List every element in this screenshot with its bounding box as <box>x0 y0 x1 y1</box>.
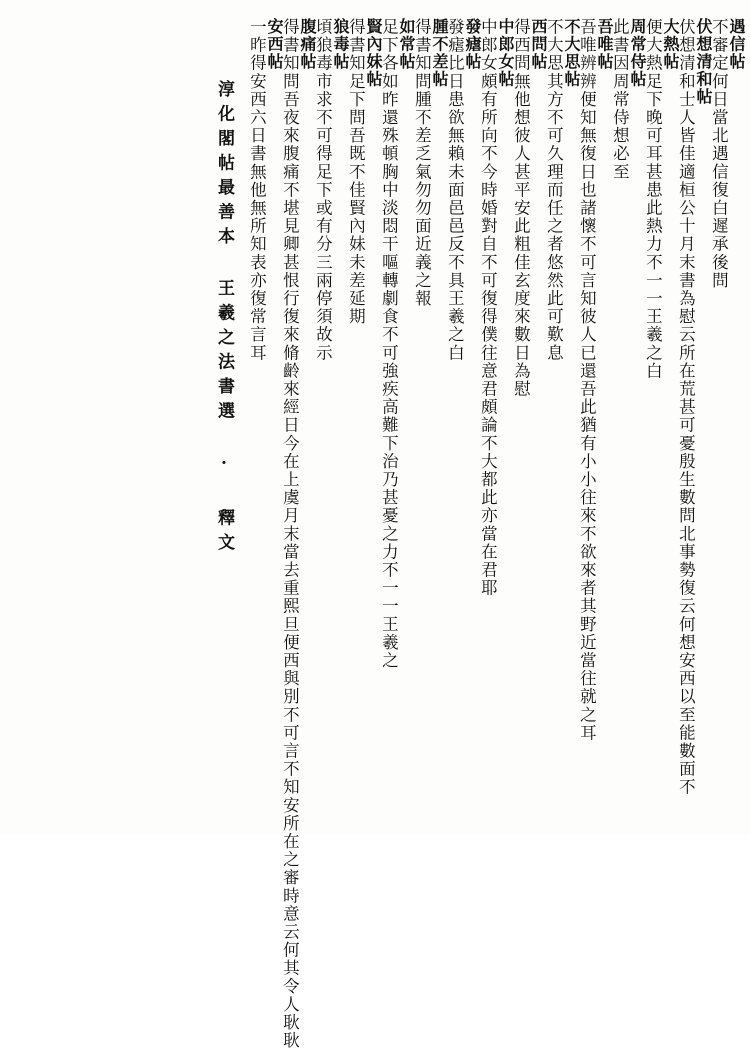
entry-text: 此書因周常侍想必至 <box>610 18 630 181</box>
entry-text: 中郎女頗有所向不今時婚對自不可復得僕往意君頗論不大都此亦當在君耶 <box>478 18 498 598</box>
entry-text: 吾唯辨辨便知無復日也諸懷不可言知彼人已還吾此猶有小小往來不欲來者其野近當往就之耳 <box>577 18 597 742</box>
entry-3 <box>644 18 678 380</box>
entry-14 <box>281 18 315 1050</box>
entry-text: 得書知問吾夜來腹痛不堪見卿甚恨行復來脩齡來經日今在上虞月末當去重熙旦便西與別不可言不知安所在之審時意云何其令人耿耿 <box>280 18 300 1050</box>
entry-column-8 <box>480 10 513 830</box>
entry-title: 安西帖 <box>265 18 284 71</box>
entry-column-5 <box>579 10 612 830</box>
entry-column-9 <box>447 10 480 830</box>
book-title-column <box>193 10 233 830</box>
entry-6 <box>545 18 579 362</box>
entry-text: 頃狼毒市求不可得足下或有分三兩停須故示 <box>313 18 333 362</box>
entry-column-12 <box>348 10 381 830</box>
entry-9 <box>446 18 480 362</box>
entry-title: 如常帖 <box>397 18 416 71</box>
entry-text: 得書知足下問吾既不佳賢內妹未差延期 <box>346 18 366 326</box>
entry-text: 伏想清和士人皆佳適桓公十月末書為慰云所在荒甚可憂殷生數問北事勢復云何想安西以至能數面不 <box>676 18 696 797</box>
entry-text: 一昨得安西六日書無他無所知表亦復常言耳 <box>247 18 267 362</box>
entry-title: 中郎女帖 <box>496 18 515 88</box>
entry-column-7 <box>513 10 546 830</box>
entry-column-4 <box>612 10 645 830</box>
entry-text: 不審定何日當北遇信復白遲承後問 <box>709 18 729 290</box>
entry-column-3 <box>645 10 678 830</box>
entry-column-2 <box>678 10 711 830</box>
entry-title: 腫不差帖 <box>430 18 449 88</box>
entry-4 <box>611 18 645 181</box>
entry-column-6 <box>546 10 579 830</box>
entry-2 <box>677 18 711 796</box>
entry-7 <box>512 18 546 398</box>
entry-10 <box>413 18 447 308</box>
entry-text: 足下各如昨還殊頓胸中淡悶干嘔轉劇食不可強疾高難下治乃甚憂之力不一一王羲之 <box>379 18 399 670</box>
entry-title: 大熱帖 <box>661 18 680 71</box>
entry-15 <box>248 18 282 362</box>
entry-text: 得西問無他想彼人甚平安此粗佳玄度來數日為慰 <box>511 18 531 399</box>
entry-title: 發瘧帖 <box>463 18 482 71</box>
entry-column-10 <box>414 10 447 830</box>
entry-text: 得書知問腫不差乏氣勿勿面近義之報 <box>412 18 432 308</box>
entry-text: 發瘧比日患欲無賴未面邑邑反不具王羲之白 <box>445 18 465 362</box>
book-title: 淳化閣帖最善本 王羲之法書選 · 釋文 <box>214 80 234 558</box>
entry-title: 腹痛帖 <box>298 18 317 71</box>
entry-11 <box>380 18 414 670</box>
entry-title: 賢內妹帖 <box>364 18 383 88</box>
entry-title: 西問帖 <box>529 18 548 71</box>
entry-1 <box>710 18 744 290</box>
entry-column-1 <box>711 10 744 830</box>
entry-title: 狼毒帖 <box>331 18 350 71</box>
entry-column-11 <box>381 10 414 830</box>
entry-column-15 <box>249 10 282 830</box>
entry-13 <box>314 18 348 362</box>
entry-5 <box>578 18 612 742</box>
entry-title: 周常侍帖 <box>628 18 647 88</box>
entry-12 <box>347 18 381 326</box>
entry-text: 便大熱足下晚可耳甚患此熱力不一一王羲之白 <box>643 18 663 380</box>
entry-column-14 <box>280 10 317 1050</box>
entry-8 <box>479 18 513 597</box>
entry-title: 不大思帖 <box>562 18 581 88</box>
entry-column-13 <box>315 10 348 830</box>
entry-title: 吾唯帖 <box>595 18 614 71</box>
entry-text: 不大思其方不可久理而任之者悠然此可歎息 <box>544 18 564 362</box>
entry-title: 遇信帖 <box>727 18 746 71</box>
entry-title: 伏想清和帖 <box>694 18 713 106</box>
